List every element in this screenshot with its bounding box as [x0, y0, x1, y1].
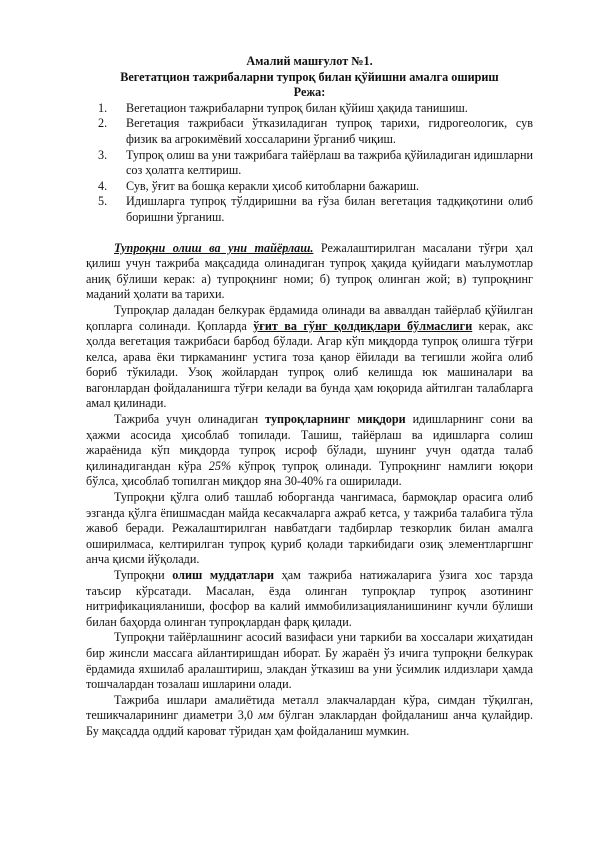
- plan-item-number: 1.: [98, 100, 108, 115]
- paragraph-preparation: Тупроқни тайёрлашнинг асосий вазифаси уни таркиби ва хоссалари жиҳатидан бир жинсли массага айлантиришдан иборат. Бу жараён ўз ичига тупроқни белкурак ёрдамида яхшилаб аралаштириш, элакдан ўтказиш ва уни ўсимлик илдизлари ҳамда тошчалардан тозалаш ишларини олади.: [86, 630, 533, 692]
- paragraph-text: идишларнинг сони ва ҳажми асосида ҳисоблаб топилади. Ташиш, тайёрлаш ва идишларга солиш жараёнида кўп миқдорда тупроқ исроф бўлади, шунинг учун одатда талаб қилинадигандан кўра: [86, 412, 533, 473]
- paragraph-timing: [86, 568, 533, 630]
- plan-item-text: Сув, ўғит ва бошқа керакли ҳисоб китобларни бажариш.: [126, 178, 420, 193]
- plan-item-number: 5.: [98, 194, 108, 209]
- emphasis-text: ўғит ва гўнг қолдиқлари бўлмаслиги: [253, 318, 473, 333]
- emphasis-text: тупроқларнинг миқдори: [265, 412, 406, 427]
- paragraph-text: керак, акс ҳолда вегетация тажрибаси барбод бўлади. Агар кўп миқдорда тупроқ олишга тўғри келса, арава ёки тиркаманинг устига тоза қанор ёйилади ва тегишли жойга олиб бориб тўкилади. Узоқ жойлардан тупроқ олиб келишда юк машиналари ва вагонлардан фойдаланишга тўғри келади ва бунда ҳам юқорида айтилган талабларга амал қилинади.: [86, 318, 533, 411]
- paragraph-text: Тажриба ишлари амалиётида металл элакчалардан кўра, симдан тўқилган, тешикчаларининг диаметри 3,0: [86, 692, 533, 723]
- plan-list: [86, 101, 533, 226]
- paragraph-bags: [86, 303, 533, 412]
- paragraph-text: Тупроқлар даладан белкурак ёрдамида олинади ва аввалдан тайёрлаб қўйилган қопларга солинади. Қопларда: [86, 302, 533, 333]
- paragraph-text: ҳам тажриба натижаларига ўзига хос тарзда таъсир кўрсатади. Масалан, ёзда олинган тупроқлар тупроқ азотининг нитрификацияланиши, фосфор ва калий иммобилизацияланишининг кучли бўлиши билан баҳорда олинган тупроқлардан фарқ қилади.: [86, 568, 533, 629]
- spacer: [86, 226, 533, 241]
- paragraph-quantity: [86, 412, 533, 490]
- plan-item-text: Идишларга тупроқ тўлдиришни ва ғўза билан вегетация тадқиқотини олиб боришни ўрганиш.: [126, 194, 533, 224]
- plan-item: [86, 194, 533, 225]
- percent-value: 25%: [208, 458, 232, 473]
- plan-item-text: Вегетация тажрибаси ўтказиладиган тупроқ тарихи, гидрогеологик, сув физик ва агрокимёвий хоссаларини ўрганиб чиқиш.: [126, 116, 533, 146]
- plan-item-number: 4.: [98, 178, 108, 193]
- plan-item: [86, 179, 533, 195]
- plan-item-number: 3.: [98, 147, 108, 162]
- plan-item: [86, 148, 533, 179]
- paragraph-soil-sampling: [86, 241, 533, 303]
- plan-item-text: Вегетацион тажрибаларни тупроқ билан қўйиш ҳақида танишиш.: [126, 100, 468, 115]
- plan-item-number: 2.: [98, 116, 108, 131]
- paragraph-readiness: Тупроқни қўлга олиб ташлаб юборганда чангимаса, бармоқлар орасига олиб эзганда қўлга ёпишмасдан майда кесакчаларга ажраб кетса, у тажриба талабига тўла жавоб беради. Режалаштирилган навбатдаги тадбирлар тезкорлик билан амалга оширилмаса, келтирилган тупроқ қуриб қолади таркибидаги озиқ элементларгшнг анча қисми йўқолади.: [86, 490, 533, 567]
- plan-item-text: Тупроқ олиш ва уни тажрибага тайёрлаш ва тажриба қўйиладиган идишларни соз ҳолатга келтириш.: [126, 147, 533, 178]
- paragraph-text: Режалаштирилган масалани тўғри ҳал қилиш учун тажриба мақсадида олинадиган тупроқ ҳақида қуйидаги маълумотлар аниқ бўлиши керак: а) тупроқнинг номи; б) тупроқ олинган жой; в) тупроқнинг маданий ҳолати ва тарихи.: [86, 240, 533, 302]
- paragraph-text: Тупроқни: [114, 568, 173, 582]
- unit-text: мм: [258, 708, 274, 723]
- emphasis-text: олиш муддатлари: [172, 568, 275, 582]
- paragraph-text: бўлган элаклардан фойдаланиш анча қулайдир. Бу мақсадда оддий кароват тўридан ҳам фойдаланиш мумкин.: [86, 708, 533, 738]
- document-subtitle: Вегетатцион тажрибаларни тупроқ билан қўйишни амалга ошириш: [120, 69, 499, 84]
- section-lead: Тупроқни олиш ва уни тайёрлаш.: [114, 240, 314, 255]
- plan-heading: Режа:: [293, 85, 326, 100]
- paragraph-sieves: [86, 693, 533, 740]
- plan-item: [86, 101, 533, 117]
- paragraph-text: Тажриба учун олинадиган: [114, 412, 266, 427]
- document-title: Амалий машғулот №1.: [246, 54, 373, 68]
- paragraph-text: кўпроқ тупроқ олинади. Тупроқнинг намлиги юқори бўлса, ҳисоблаб топилган миқдор яна 30-40% га оширилади.: [86, 458, 533, 489]
- plan-item: [86, 116, 533, 147]
